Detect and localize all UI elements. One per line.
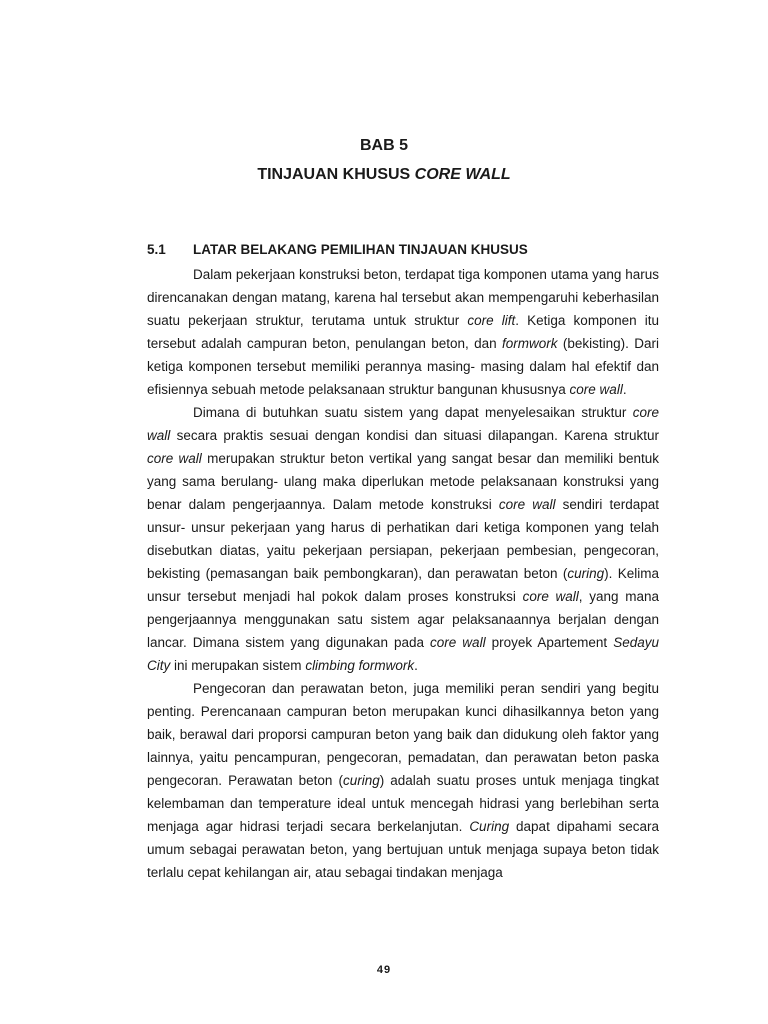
italic-term: core wall	[147, 451, 202, 466]
paragraph	[147, 677, 659, 884]
text-run: Dimana di butuhkan suatu sistem yang dapat menyelesaikan struktur	[193, 405, 633, 420]
italic-term: climbing formwork	[305, 658, 415, 673]
chapter-title-plain: TINJAUAN KHUSUS	[257, 166, 415, 183]
italic-term: Curing	[469, 819, 510, 834]
text-run: , yang mana pengerjaannya menggunakan satu sistem agar pelaksanaannya berjalan dengan lancar. Dimana sistem yang digunakan pada	[147, 589, 659, 650]
section-number: 5.1	[147, 242, 166, 257]
italic-term: core wall	[522, 589, 579, 604]
italic-term: curing	[567, 566, 605, 581]
italic-term: core wall	[569, 382, 623, 397]
text-run: secara praktis sesuai dengan kondisi dan situasi dilapangan. Karena struktur	[170, 428, 659, 443]
text-run: ). Kelima unsur tersebut menjadi hal pokok dalam proses konstruksi	[147, 566, 660, 604]
body-text	[147, 263, 659, 884]
italic-term: curing	[342, 773, 380, 788]
text-run: .	[622, 382, 627, 397]
text-run: . Ketiga komponen itu tersebut adalah campuran beton, penulangan beton, dan	[147, 313, 659, 351]
italic-term: core lift	[467, 313, 516, 328]
text-run: ini merupakan sistem	[170, 658, 306, 673]
chapter-number: BAB 5	[359, 137, 408, 154]
paragraph	[147, 263, 659, 401]
paragraph	[147, 401, 659, 677]
italic-term: core wall	[498, 497, 556, 512]
text-run: proyek Apartement	[485, 635, 614, 650]
text-run: .	[414, 658, 418, 673]
italic-term: formwork	[502, 336, 558, 351]
italic-term: core wall	[147, 405, 659, 443]
chapter-title	[0, 166, 768, 184]
italic-term: core wall	[430, 635, 486, 650]
text-run: (bekisting). Dari ketiga komponen tersebut memiliki perannya masing- masing dalam hal efektif dan efisiennya sebuah metode pelaksanaan struktur bangunan khususnya	[147, 336, 659, 397]
text-run: Pengecoran dan perawatan beton, juga memiliki peran sendiri yang begitu penting. Perencanaan campuran beton merupakan kunci dihasilkannya beton yang baik, berawal dari proporsi campuran beton yang baik dan didukung oleh faktor yang lainnya, yaitu pencampuran, pengecoran, pemadatan, dan perawatan beton paska pengecoran. Perawatan beton (	[147, 681, 659, 788]
text-run: merupakan struktur beton vertikal yang sangat besar dan memiliki bentuk yang sama berulang- ulang maka diperlukan metode pelaksanaan konstruksi yang benar dalam pengerjaannya. Dalam metode konstruksi	[147, 451, 659, 512]
section-heading	[147, 242, 528, 257]
italic-term: Sedayu City	[147, 635, 659, 673]
text-run: Dalam pekerjaan konstruksi beton, terdapat tiga komponen utama yang harus direncanakan dengan matang, karena hal tersebut akan mempengaruhi keberhasilan suatu pekerjaan struktur, terutama untuk struktur	[147, 267, 659, 328]
page-number: 49	[376, 964, 392, 976]
text-run: dapat dipahami secara umum sebagai perawatan beton, yang bertujuan untuk menjaga supaya beton tidak terlalu cepat kehilangan air, atau sebagai tindakan menjaga	[147, 819, 659, 880]
chapter-title-italic: CORE WALL	[414, 166, 511, 183]
text-run: sendiri terdapat unsur- unsur pekerjaan yang harus di perhatikan dari ketiga komponen yang telah disebutkan diatas, yaitu pekerjaan persiapan, pekerjaan pembesian, pengecoran, bekisting (pemasangan baik pembongkaran), dan perawatan beton (	[147, 497, 660, 581]
text-run: ) adalah suatu proses untuk menjaga tingkat kelembaman dan temperature ideal untuk mencegah hidrasi yang berlebihan serta menjaga agar hidrasi terjadi secara berkelanjutan.	[147, 773, 659, 834]
section-title: LATAR BELAKANG PEMILIHAN TINJAUAN KHUSUS	[193, 242, 528, 257]
